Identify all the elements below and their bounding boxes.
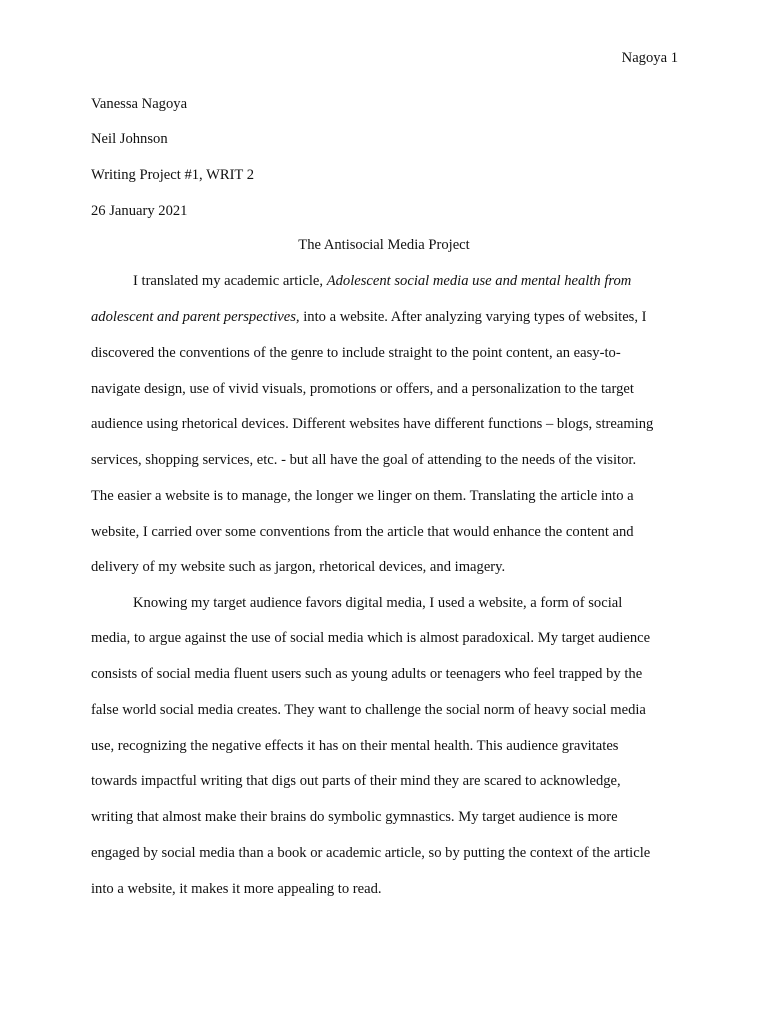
paragraph-line: false world social media creates. They want to challenge the social norm of heavy social media bbox=[91, 702, 646, 718]
instructor-name: Neil Johnson bbox=[91, 131, 168, 147]
paragraph-line: consists of social media fluent users such as young adults or teenagers who feel trapped by the bbox=[91, 666, 643, 682]
paragraph-line bbox=[91, 307, 647, 327]
paragraph-line: services, shopping services, etc. - but all have the goal of attending to the needs of the visitor. bbox=[91, 452, 637, 468]
paragraph-line: writing that almost make their brains do symbolic gymnastics. My target audience is more bbox=[91, 809, 618, 825]
paragraph-line: The easier a website is to manage, the longer we linger on them. Translating the article into a bbox=[91, 488, 634, 504]
author-name: Vanessa Nagoya bbox=[91, 96, 188, 112]
page-number-header: Nagoya 1 bbox=[621, 50, 678, 66]
paragraph-line: discovered the conventions of the genre to include straight to the point content, an easy-to- bbox=[91, 345, 621, 361]
paragraph-line: use, recognizing the negative effects it has on their mental health. This audience gravitates bbox=[91, 738, 619, 754]
article-title-italic: adolescent and parent perspectives, bbox=[91, 309, 300, 325]
paragraph-line: audience using rhetorical devices. Different websites have different functions – blogs, streaming bbox=[91, 416, 654, 432]
text-run: into a website. After analyzing varying types of websites, I bbox=[299, 309, 647, 325]
paragraph-line: website, I carried over some conventions from the article that would enhance the content and bbox=[91, 524, 634, 540]
document-title: The Antisocial Media Project bbox=[298, 237, 470, 253]
paragraph-line: engaged by social media than a book or academic article, so by putting the context of the article bbox=[91, 845, 651, 861]
text-run: I translated my academic article, bbox=[133, 273, 327, 289]
paragraph-line: navigate design, use of vivid visuals, promotions or offers, and a personalization to the target bbox=[91, 381, 634, 397]
paragraph-line bbox=[133, 271, 631, 291]
document-date: 26 January 2021 bbox=[91, 203, 188, 219]
course-name: Writing Project #1, WRIT 2 bbox=[91, 167, 255, 183]
paragraph-line: towards impactful writing that digs out parts of their mind they are scared to acknowledge, bbox=[91, 773, 621, 789]
article-title-italic: Adolescent social media use and mental health from bbox=[326, 273, 632, 289]
paragraph-line: into a website, it makes it more appealing to read. bbox=[91, 881, 382, 897]
paragraph-line: Knowing my target audience favors digital media, I used a website, a form of social bbox=[133, 595, 623, 611]
paragraph-line: media, to argue against the use of social media which is almost paradoxical. My target audience bbox=[91, 630, 651, 646]
paragraph-line: delivery of my website such as jargon, rhetorical devices, and imagery. bbox=[91, 559, 506, 575]
